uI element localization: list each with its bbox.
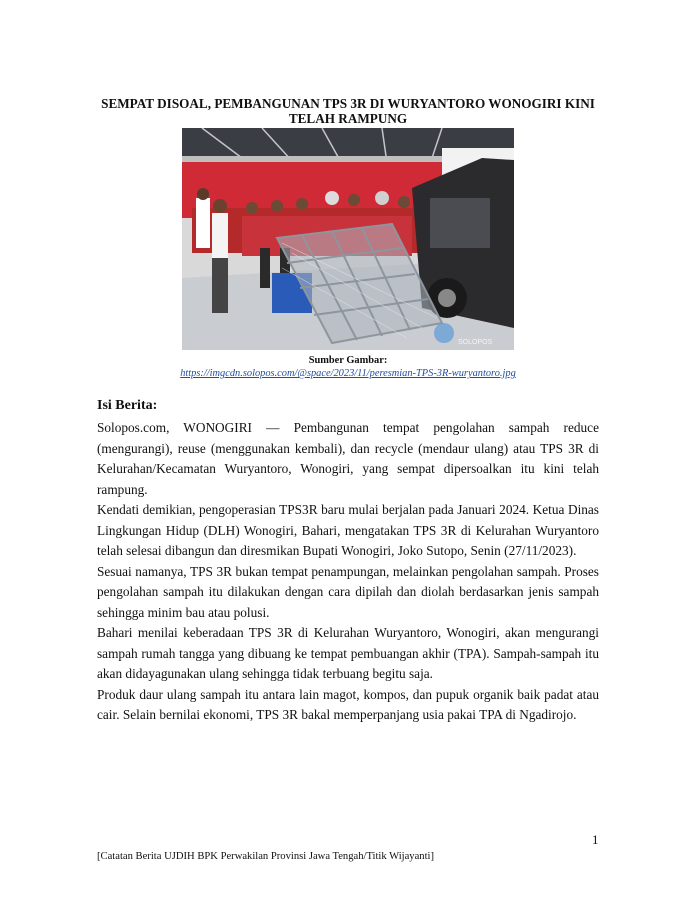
article-paragraph: Bahari menilai keberadaan TPS 3R di Kelurahan Wuryantoro, Wonogiri, akan mengurangi sampah rumah tangga yang dibuang ke tempat pembuangan akhir (TPA). Sampah-sampah itu akan didayagunakan ulang sehingga tidak terbuang begitu saja. [97,625,599,681]
article-paragraph: Sesuai namanya, TPS 3R bukan tempat penampungan, melainkan pengolahan sampah. Proses pengolahan sampah itu dilakukan dengan cara dipilah dan diolah berdasarkan jenis sampah sehingga minim bau atau polusi. [97,563,599,620]
caption-source-link[interactable]: https://imgcdn.solopos.com/@space/2023/11/peresmian-TPS-3R-wuryantoro.jpg [180,368,516,379]
page-number: 1 [592,832,599,847]
article-paragraph: Solopos.com, WONOGIRI — Pembangunan tempat pengolahan sampah reduce (mengurangi), reuse (menggunakan kembali), dan recycle (mendaur ulang) atau TPS 3R di Kelurahan/Kecamatan Wuryantoro, Wonogiri, yang sempat dipersoalkan itu kini telah rampung. [97,420,599,497]
caption-label: Sumber Gambar: [308,355,388,366]
article-paragraph: Produk daur ulang sampah itu antara lain magot, kompos, dan pupuk organik baik padat atau cair. Selain bernilai ekonomi, TPS 3R bakal memperpanjang usia pakai TPA di Ngadirojo. [97,686,599,722]
photo-watermark: SOLOPOS [458,339,493,346]
article-paragraph: Kendati demikian, pengoperasian TPS3R baru mulai berjalan pada Januari 2024. Ketua Dinas Lingkungan Hidup (DLH) Wonogiri, Bahari, mengatakan TPS 3R di Kelurahan Wuryantoro telah selesai dibangun dan diresmikan Bupati Wonogiri, Joko Sutopo, Senin (27/11/2023). [97,502,599,558]
page-footer: [Catatan Berita UJDIH BPK Perwakilan Provinsi Jawa Tengah/Titik Wijayanti] [97,851,435,862]
article-body [97,418,599,726]
article-photo [182,128,514,350]
section-heading: Isi Berita: [97,398,158,413]
article-title: SEMPAT DISOAL, PEMBANGUNAN TPS 3R DI WURYANTORO WONOGIRI KINI TELAH RAMPUNG [101,96,595,126]
image-caption [100,354,596,380]
